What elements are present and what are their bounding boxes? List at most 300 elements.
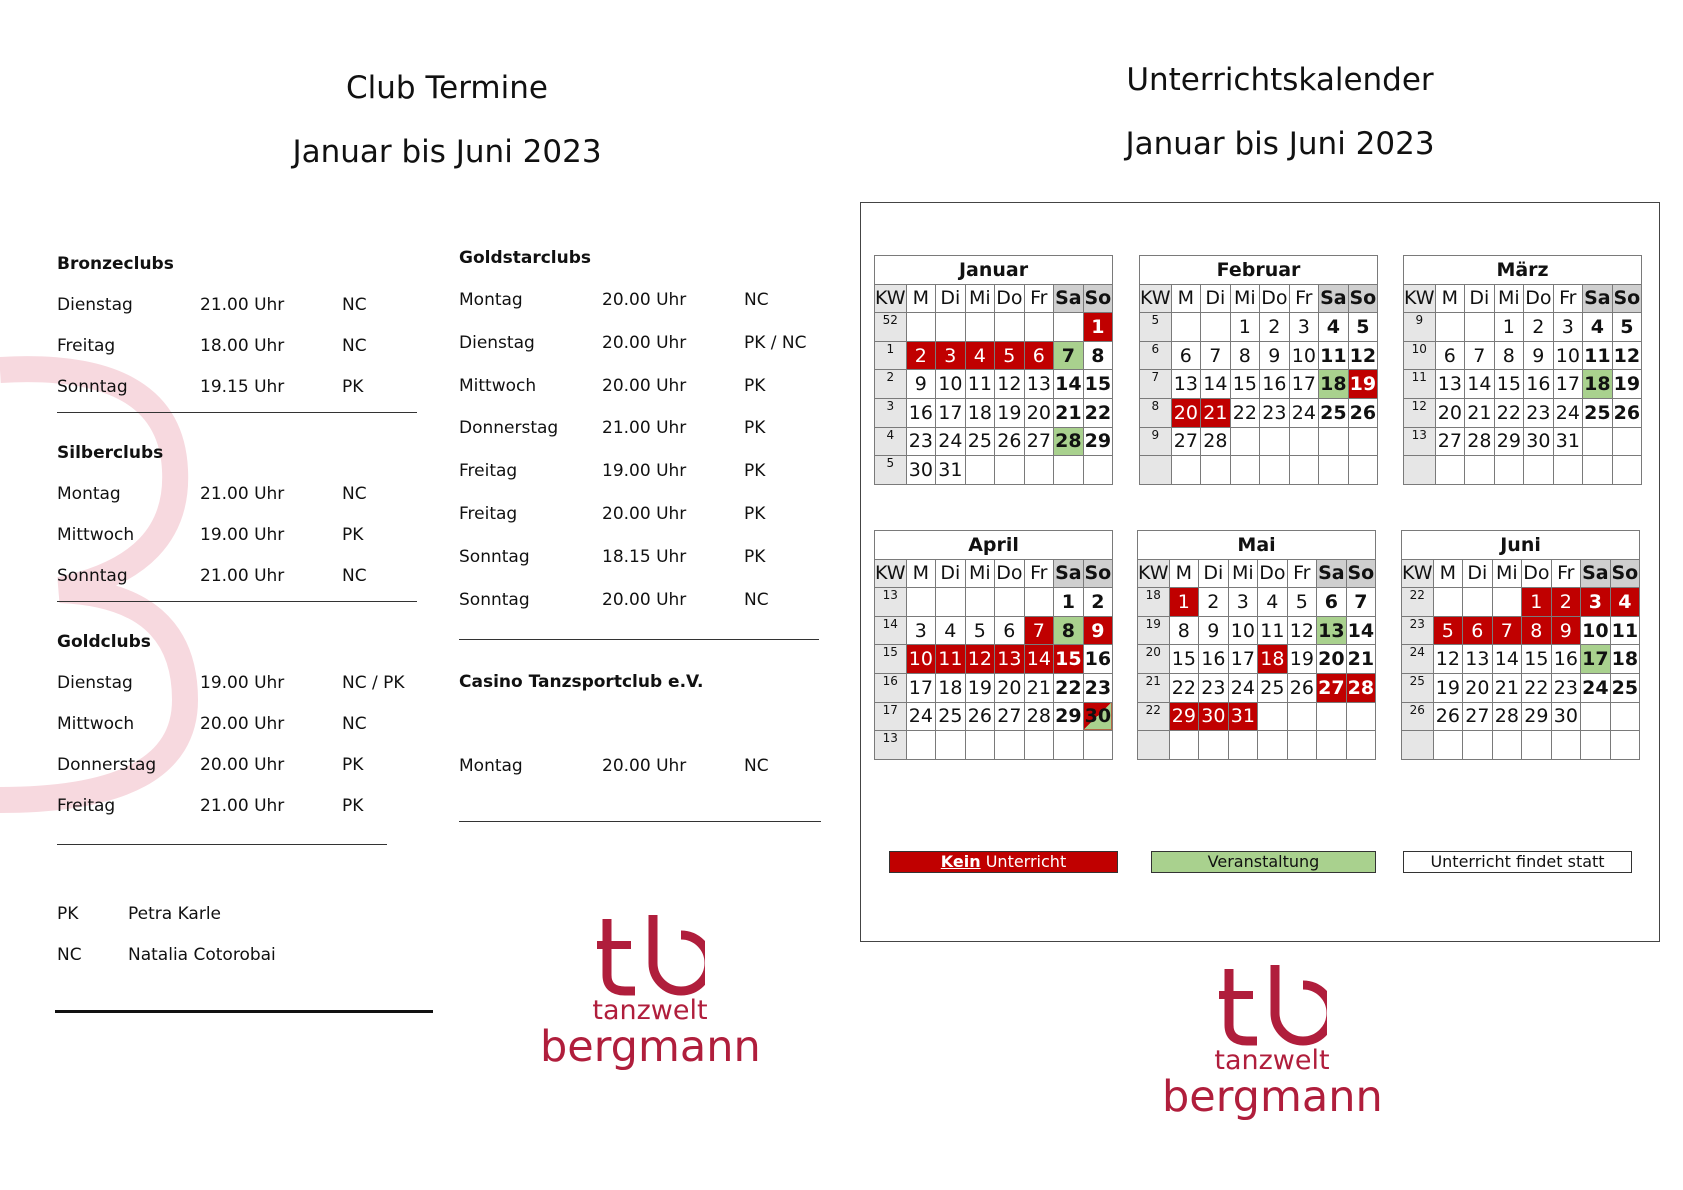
- week-number: 14: [875, 616, 907, 645]
- day-cell: [1287, 731, 1317, 760]
- day-cell: 4: [936, 616, 966, 645]
- weekday-header: Fr: [1551, 559, 1581, 588]
- day-cell: 25: [936, 702, 966, 731]
- logo-text-tanzwelt: tanzwelt: [592, 995, 708, 1026]
- weekday-header: M: [1171, 284, 1201, 313]
- day-cell: 9: [1524, 341, 1554, 370]
- week-number: [1140, 456, 1172, 485]
- day-cell: 18: [1610, 645, 1640, 674]
- day-cell: [1524, 456, 1554, 485]
- day-cell: 24: [1228, 673, 1258, 702]
- day-cell: [1054, 313, 1084, 342]
- day-cell: 1: [1169, 588, 1199, 617]
- week-number: 13: [1404, 427, 1436, 456]
- day-cell: 8: [1522, 616, 1552, 645]
- schedule-time: 21.00 Uhr: [200, 295, 285, 315]
- day-cell: 8: [1169, 616, 1199, 645]
- month-calendar-4: [1137, 530, 1376, 760]
- day-cell: 6: [1435, 341, 1465, 370]
- weekday-header: Sa: [1319, 284, 1349, 313]
- day-cell: 16: [1551, 645, 1581, 674]
- day-cell: 3: [1289, 313, 1319, 342]
- day-cell: [1348, 427, 1378, 456]
- day-cell: 23: [1524, 398, 1554, 427]
- schedule-time: 20.00 Uhr: [602, 375, 687, 396]
- day-cell: 22: [1083, 398, 1113, 427]
- separator-line: [57, 844, 387, 845]
- separator-line: [57, 412, 417, 413]
- weekday-header: Do: [1258, 559, 1288, 588]
- week-number: 22: [1402, 588, 1434, 617]
- day-cell: 5: [995, 341, 1025, 370]
- schedule-time: 20.00 Uhr: [602, 332, 687, 353]
- weekday-header: M: [1435, 284, 1465, 313]
- day-cell: 16: [1524, 370, 1554, 399]
- week-number: 6: [1140, 341, 1172, 370]
- day-cell: 25: [965, 427, 995, 456]
- schedule-who: NC: [342, 566, 367, 586]
- weekday-header: KW: [1402, 559, 1434, 588]
- day-cell: 14: [1054, 370, 1084, 399]
- day-cell: 22: [1522, 673, 1552, 702]
- day-cell: 18: [1319, 370, 1349, 399]
- day-cell: 28: [1346, 673, 1376, 702]
- day-cell: [1287, 702, 1317, 731]
- week-number: 12: [1404, 398, 1436, 427]
- day-cell: 13: [995, 645, 1025, 674]
- day-cell: [1024, 456, 1054, 485]
- schedule-who: PK / NC: [744, 332, 807, 353]
- day-cell: [1054, 731, 1084, 760]
- day-cell: 6: [1463, 616, 1493, 645]
- day-cell: 14: [1201, 370, 1231, 399]
- day-cell: 15: [1083, 370, 1113, 399]
- day-cell: [1433, 731, 1463, 760]
- day-cell: 15: [1054, 645, 1084, 674]
- day-cell: [1465, 456, 1495, 485]
- day-cell: [1494, 456, 1524, 485]
- day-cell: 16: [1260, 370, 1290, 399]
- day-cell: [1465, 313, 1495, 342]
- day-cell: 18: [1258, 645, 1288, 674]
- day-cell: 10: [1553, 341, 1583, 370]
- weekday-header: Di: [1463, 559, 1493, 588]
- week-number: [1402, 731, 1434, 760]
- day-cell: [1612, 427, 1642, 456]
- weekday-header: Di: [936, 284, 966, 313]
- schedule-time: 21.00 Uhr: [200, 484, 285, 504]
- day-cell: 2: [1260, 313, 1290, 342]
- schedule-day: Dienstag: [57, 673, 133, 693]
- week-number: 13: [875, 588, 907, 617]
- day-cell: [965, 456, 995, 485]
- schedule-time: 20.00 Uhr: [200, 755, 285, 775]
- schedule-time: 20.00 Uhr: [602, 290, 687, 310]
- day-cell: 5: [1612, 313, 1642, 342]
- day-cell: 9: [1083, 616, 1113, 645]
- day-cell: 8: [1230, 341, 1260, 370]
- day-cell: 2: [1551, 588, 1581, 617]
- day-cell: 12: [965, 645, 995, 674]
- day-cell: 19: [1433, 673, 1463, 702]
- week-number: 5: [875, 456, 907, 485]
- day-cell: 18: [965, 398, 995, 427]
- day-cell: 29: [1083, 427, 1113, 456]
- day-cell: [1317, 731, 1347, 760]
- day-cell: 9: [906, 370, 936, 399]
- day-cell: 23: [1199, 673, 1229, 702]
- day-cell: 3: [1228, 588, 1258, 617]
- day-cell: 14: [1492, 645, 1522, 674]
- schedule-day: Mittwoch: [57, 525, 135, 545]
- day-cell: 18: [1583, 370, 1613, 399]
- weekday-header: Di: [1199, 559, 1229, 588]
- month-name: Januar: [875, 256, 1113, 285]
- weekday-header: Mi: [965, 559, 995, 588]
- schedule-day: Montag: [57, 484, 121, 504]
- day-cell: 22: [1169, 673, 1199, 702]
- day-cell: 31: [1553, 427, 1583, 456]
- schedule-who: NC: [342, 484, 367, 504]
- day-cell: 23: [1260, 398, 1290, 427]
- schedule-day: Montag: [459, 290, 523, 310]
- section-heading: Silberclubs: [57, 443, 164, 463]
- month-calendar-3: [874, 530, 1113, 760]
- day-cell: 15: [1230, 370, 1260, 399]
- day-cell: 16: [906, 398, 936, 427]
- day-cell: 28: [1024, 702, 1054, 731]
- day-cell: [995, 731, 1025, 760]
- schedule-day: Donnerstag: [57, 755, 157, 775]
- day-cell: 13: [1463, 645, 1493, 674]
- day-cell: 22: [1230, 398, 1260, 427]
- schedule-who: NC: [744, 756, 769, 777]
- weekday-header: KW: [1138, 559, 1170, 588]
- day-cell: [1258, 731, 1288, 760]
- club-subtitle: Januar bis Juni 2023: [292, 134, 602, 170]
- day-cell: [995, 313, 1025, 342]
- schedule-day: Freitag: [459, 504, 518, 524]
- tb-logo-icon: [1217, 965, 1327, 1047]
- abbreviation-name: Petra Karle: [128, 904, 222, 924]
- day-cell: 17: [906, 673, 936, 702]
- weekday-header: So: [1610, 559, 1640, 588]
- logo-text-bergmann: bergmann: [540, 1022, 761, 1072]
- day-cell: 25: [1319, 398, 1349, 427]
- day-cell: [995, 456, 1025, 485]
- week-number: 9: [1404, 313, 1436, 342]
- day-cell: 6: [995, 616, 1025, 645]
- day-cell: [1319, 456, 1349, 485]
- weekday-header: Sa: [1054, 559, 1084, 588]
- month-name: Februar: [1140, 256, 1378, 285]
- day-cell: 20: [1024, 398, 1054, 427]
- schedule-time: 20.00 Uhr: [200, 714, 285, 734]
- day-cell: 19: [1348, 370, 1378, 399]
- day-cell: 12: [1612, 341, 1642, 370]
- day-cell: [1083, 456, 1113, 485]
- day-cell: 21: [1465, 398, 1495, 427]
- day-cell: [1230, 456, 1260, 485]
- day-cell: 10: [1581, 616, 1611, 645]
- day-cell: 2: [1199, 588, 1229, 617]
- weekday-header: Mi: [1494, 284, 1524, 313]
- day-cell: [1435, 313, 1465, 342]
- weekday-header: M: [906, 559, 936, 588]
- day-cell: 12: [1348, 341, 1378, 370]
- day-cell: 30: [1083, 702, 1113, 731]
- day-cell: [1289, 456, 1319, 485]
- day-cell: 14: [1024, 645, 1054, 674]
- week-number: 18: [1138, 588, 1170, 617]
- day-cell: [1289, 427, 1319, 456]
- week-number: 22: [1138, 702, 1170, 731]
- week-number: [1404, 456, 1436, 485]
- day-cell: [1054, 456, 1084, 485]
- schedule-time: 21.00 Uhr: [200, 566, 285, 586]
- weekday-header: Di: [1201, 284, 1231, 313]
- week-number: 13: [875, 731, 907, 760]
- day-cell: 7: [1492, 616, 1522, 645]
- day-cell: 2: [906, 341, 936, 370]
- day-cell: [1171, 313, 1201, 342]
- weekday-header: Di: [936, 559, 966, 588]
- day-cell: 24: [936, 427, 966, 456]
- weekday-header: Sa: [1317, 559, 1347, 588]
- day-cell: 18: [936, 673, 966, 702]
- day-cell: 26: [1612, 398, 1642, 427]
- weekday-header: Sa: [1581, 559, 1611, 588]
- tb-logo-icon: [595, 915, 705, 997]
- day-cell: [1201, 313, 1231, 342]
- schedule-who: NC: [342, 295, 367, 315]
- section-heading: Goldstarclubs: [459, 248, 592, 268]
- day-cell: [1463, 588, 1493, 617]
- day-cell: 6: [1171, 341, 1201, 370]
- weekday-header: Mi: [1492, 559, 1522, 588]
- day-cell: 12: [1287, 616, 1317, 645]
- schedule-who: PK: [744, 375, 766, 396]
- day-cell: [1433, 588, 1463, 617]
- day-cell: [1610, 731, 1640, 760]
- day-cell: 19: [965, 673, 995, 702]
- day-cell: 27: [1435, 427, 1465, 456]
- bottom-rule: [55, 1010, 433, 1013]
- day-cell: [965, 588, 995, 617]
- weekday-header: Do: [1524, 284, 1554, 313]
- day-cell: [1463, 731, 1493, 760]
- day-cell: 26: [1433, 702, 1463, 731]
- week-number: 3: [875, 398, 907, 427]
- section-heading: Bronzeclubs: [57, 254, 174, 274]
- week-number: 10: [1404, 341, 1436, 370]
- weekday-header: Do: [1522, 559, 1552, 588]
- day-cell: 21: [1492, 673, 1522, 702]
- month-calendar-5: [1401, 530, 1640, 760]
- weekday-header: Fr: [1553, 284, 1583, 313]
- day-cell: [965, 313, 995, 342]
- week-number: 19: [1138, 616, 1170, 645]
- schedule-day: Freitag: [57, 796, 116, 816]
- day-cell: [995, 588, 1025, 617]
- week-number: 11: [1404, 370, 1436, 399]
- day-cell: [1317, 702, 1347, 731]
- day-cell: 20: [1317, 645, 1347, 674]
- day-cell: 1: [1054, 588, 1084, 617]
- day-cell: 19: [995, 398, 1025, 427]
- day-cell: [1492, 731, 1522, 760]
- logo-text-bergmann: bergmann: [1162, 1072, 1383, 1122]
- schedule-day: Dienstag: [57, 295, 133, 315]
- day-cell: [1199, 731, 1229, 760]
- schedule-day: Donnerstag: [459, 418, 559, 439]
- day-cell: 27: [1171, 427, 1201, 456]
- day-cell: 25: [1583, 398, 1613, 427]
- day-cell: 10: [936, 370, 966, 399]
- schedule-time: 19.15 Uhr: [200, 377, 285, 397]
- schedule-time: 20.00 Uhr: [602, 504, 687, 524]
- day-cell: 21: [1024, 673, 1054, 702]
- day-cell: 30: [906, 456, 936, 485]
- day-cell: 29: [1054, 702, 1084, 731]
- day-cell: [1583, 427, 1613, 456]
- day-cell: 13: [1171, 370, 1201, 399]
- day-cell: 5: [1433, 616, 1463, 645]
- week-number: 9: [1140, 427, 1172, 456]
- week-number: 8: [1140, 398, 1172, 427]
- day-cell: [965, 731, 995, 760]
- day-cell: 7: [1465, 341, 1495, 370]
- logo-text-tanzwelt: tanzwelt: [1214, 1045, 1330, 1076]
- schedule-time: 18.15 Uhr: [602, 546, 687, 567]
- schedule-day: Mittwoch: [459, 375, 537, 396]
- day-cell: 17: [1228, 645, 1258, 674]
- weekday-header: Do: [995, 284, 1025, 313]
- schedule-day: Mittwoch: [57, 714, 135, 734]
- logo-left: [540, 915, 761, 1072]
- weekday-header: Fr: [1024, 559, 1054, 588]
- week-number: 23: [1402, 616, 1434, 645]
- day-cell: 4: [965, 341, 995, 370]
- day-cell: 24: [906, 702, 936, 731]
- week-number: 4: [875, 427, 907, 456]
- day-cell: [906, 313, 936, 342]
- legend-kein-rest: Unterricht: [980, 852, 1067, 871]
- abbreviation-name: Natalia Cotorobai: [128, 945, 276, 965]
- week-number: 1: [875, 341, 907, 370]
- week-number: 16: [875, 673, 907, 702]
- weekday-header: So: [1083, 559, 1113, 588]
- weekday-header: Di: [1465, 284, 1495, 313]
- day-cell: 25: [1258, 673, 1288, 702]
- week-number: 20: [1138, 645, 1170, 674]
- weekday-header: So: [1348, 284, 1378, 313]
- abbreviation-code: NC: [57, 945, 82, 965]
- day-cell: 26: [1287, 673, 1317, 702]
- day-cell: [1348, 456, 1378, 485]
- day-cell: 9: [1551, 616, 1581, 645]
- day-cell: [1319, 427, 1349, 456]
- day-cell: [1522, 731, 1552, 760]
- weekday-header: Sa: [1583, 284, 1613, 313]
- weekday-header: Do: [1260, 284, 1290, 313]
- schedule-who: NC / PK: [342, 673, 405, 693]
- day-cell: 29: [1494, 427, 1524, 456]
- weekday-header: M: [1433, 559, 1463, 588]
- day-cell: 1: [1083, 313, 1113, 342]
- schedule-time: 19.00 Uhr: [602, 461, 687, 482]
- schedule-day: Sonntag: [459, 589, 530, 610]
- day-cell: [1346, 702, 1376, 731]
- day-cell: 26: [965, 702, 995, 731]
- separator-line: [459, 821, 821, 822]
- day-cell: [936, 588, 966, 617]
- day-cell: 29: [1169, 702, 1199, 731]
- day-cell: 19: [1612, 370, 1642, 399]
- day-cell: 8: [1054, 616, 1084, 645]
- day-cell: 28: [1054, 427, 1084, 456]
- day-cell: 31: [1228, 702, 1258, 731]
- day-cell: 15: [1169, 645, 1199, 674]
- weekday-header: Fr: [1024, 284, 1054, 313]
- day-cell: 15: [1494, 370, 1524, 399]
- schedule-time: 21.00 Uhr: [602, 418, 687, 439]
- schedule-who: NC: [342, 714, 367, 734]
- logo-right: [1162, 965, 1383, 1122]
- club-title: Club Termine: [346, 70, 548, 106]
- day-cell: 11: [1258, 616, 1288, 645]
- day-cell: [1583, 456, 1613, 485]
- schedule-day: Freitag: [459, 461, 518, 482]
- schedule-time: 20.00 Uhr: [602, 756, 687, 777]
- schedule-who: PK: [744, 504, 766, 524]
- day-cell: 4: [1319, 313, 1349, 342]
- day-cell: 16: [1083, 645, 1113, 674]
- schedule-day: Sonntag: [459, 546, 530, 567]
- week-number: 21: [1138, 673, 1170, 702]
- weekday-header: So: [1612, 284, 1642, 313]
- day-cell: [1083, 731, 1113, 760]
- day-cell: [906, 731, 936, 760]
- day-cell: 11: [936, 645, 966, 674]
- schedule-who: NC: [744, 290, 769, 310]
- weekday-header: Fr: [1287, 559, 1317, 588]
- week-number: 24: [1402, 645, 1434, 674]
- day-cell: 22: [1494, 398, 1524, 427]
- day-cell: 11: [965, 370, 995, 399]
- schedule-time: 19.00 Uhr: [200, 673, 285, 693]
- day-cell: [1260, 427, 1290, 456]
- abbreviation-code: PK: [57, 904, 79, 924]
- week-number: 5: [1140, 313, 1172, 342]
- day-cell: 9: [1260, 341, 1290, 370]
- calendar-title: Unterrichtskalender: [1126, 62, 1434, 98]
- schedule-who: PK: [342, 525, 364, 545]
- day-cell: 17: [1553, 370, 1583, 399]
- legend-veranstaltung: Veranstaltung: [1151, 851, 1376, 873]
- weekday-header: Do: [995, 559, 1025, 588]
- day-cell: 25: [1610, 673, 1640, 702]
- day-cell: [1228, 731, 1258, 760]
- week-number: 26: [1402, 702, 1434, 731]
- day-cell: 20: [995, 673, 1025, 702]
- day-cell: 4: [1258, 588, 1288, 617]
- schedule-who: PK: [342, 755, 364, 775]
- day-cell: 5: [965, 616, 995, 645]
- weekday-header: KW: [875, 559, 907, 588]
- day-cell: 16: [1199, 645, 1229, 674]
- weekday-header: So: [1083, 284, 1113, 313]
